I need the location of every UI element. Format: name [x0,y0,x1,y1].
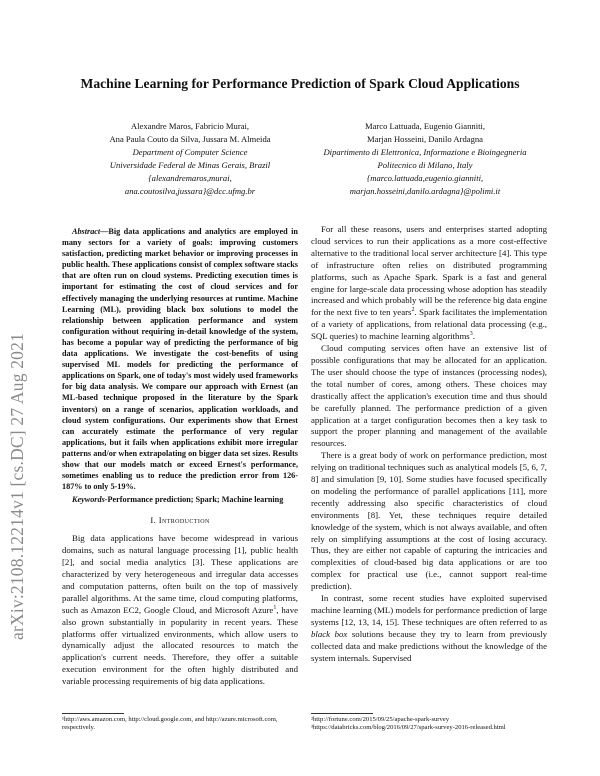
footnotes-right [311,716,547,733]
author-names-2: Marjan Hosseini, Danilo Ardagna [367,134,483,144]
author-email-2: marjan.hosseini,danilo.ardagna}@polimi.it [349,186,501,196]
keywords [62,494,298,505]
left-column [62,226,298,688]
footnote-rule [311,713,373,714]
paper-title: Machine Learning for Performance Prediction of Spark Cloud Applications [80,76,520,91]
footnote-3: ³https://databricks.com/blog/2016/09/27/spark-survey-2016-released.html [311,724,506,732]
footnotes-left [62,716,298,733]
author-department: Dipartimento di Elettronica, Informazione e Bioingegneria [323,147,527,157]
abstract [62,226,298,492]
intro-paragraph-2: For all these reasons, users and enterprises started adopting cloud services to run their applications as a more cost-effective alternative to the traditional local server architecture [4]. This type of infrastructure often relies on distributed programming platforms, such as Apache Spark. Spark is a fast and general engine for large-scale data processing whose adoption has steadily increased and which probably will be the reference big data engine for the next five to ten years$^2$. Spark facilitates the implementation of a variety of applications, from relational data processing (e.g., SQL queries) to machine learning algorithms$^3$. [311,224,548,342]
author-university: Universidade Federal de Minas Gerais, Brazil [109,160,271,170]
authors-left [70,120,310,198]
intro-paragraph-4: There is a great body of work on performance prediction, most relying on traditional techniques such as analytical models [5, 6, 7, 8] and simulation [9, 10]. Some studies have focused specifically on modeling the performance of parallel applications [11], more recently addressing also specific characteristics of cloud environments [8]. Yet, these techniques require detailed knowledge of the system, which is not always available, and often rely on simplifying assumptions at the cost of losing accuracy. Thus, they are either not capable of capturing the intricacies and complexities of cloud-based big data applications or are too complex for practical use (i.e., cannot support real-time prediction). [311,450,547,592]
author-email-2: ana.coutosilva,jussara}@dcc.ufmg.br [124,186,256,196]
keywords-label: Keywords [72,495,105,505]
footnote-1: ¹http://aws.amazon.com, http://cloud.google.com, and http://azure.microsoft.com, respectively. [62,716,278,732]
section-heading-introduction [62,515,298,527]
authors-right [300,120,550,198]
author-email-1: {marco.lattuada,eugenio.gianniti, [366,173,484,183]
footnote-marker: 2 [411,307,415,314]
intro-paragraph-5: In contrast, some recent studies have exploited supervised machine learning (ML) models for performance prediction of large systems [12, 13, 14, 15]. These techniques are often referred to as black box solutions because they try to learn from previously collected data and make predictions without the knowledge of the system internals. Supervised [311,593,547,663]
arxiv-identifier: arXiv:2108.12214v1 [cs.DC] 27 Aug 2021 [7,332,27,640]
footnote-rule [62,713,124,714]
abstract-body: —Big data applications and analytics are employed in many sectors for a variety of goals: improving customers satisfaction, predicting market behavior or improving processes in public health. These applications consist of complex software stacks that are often run on cloud systems. Predicting execution times is important for estimating the cost of cloud services and for effectively managing the underlying resources at runtime. Machine Learning (ML), providing black box solutions to model the relationship between application performance and system configuration without requiring in-detail knowledge of the system, has become a popular way of predicting the performance of big data applications. We investigate the cost-benefits of using supervised ML models for predicting the performance of applications on Spark, one of today's most widely used frameworks for big data analysis. We compare our approach with Ernest (an ML-based technique proposed in the literature by the Spark inventors) on a range of scenarios, application workloads, and cloud system configurations. Our experiments show that Ernest can accurately estimate the performance of very regular applications, but it fails when applications exhibit more irregular patterns and/or when extrapolating on bigger data set sizes. Results show that our models match or exceed Ernest's performance, sometimes enabling us to reduce the prediction error from 126-187% to only 5-19%. [62,227,298,492]
footnote-2: ²http://fortune.com/2015/09/25/apache-spark-survey [311,716,450,723]
intro-paragraph-1: Big data applications have become widespread in various domains, such as natural language processing [1], public health [2], and social media analytics [3]. These applications are characterized by very heterogeneous and irregular data accesses and computation patterns, often built on the top of massively parallel algorithms. At the same time, cloud computing platforms, such as Amazon EC2, Google Cloud, and Microsoft Azure$^1$, have also grown substantially in popularity in recent years. These platforms offer virtualized environments, which allow users to dynamically adjust the allocated resources to match the application's current needs. Therefore, they offer a suitable execution environment for the often highly distributed and variable processing requirements of big data applications. [62,533,298,687]
keywords-body: -Performance prediction; Spark; Machine learning [104,495,284,505]
footnote-marker: 1 [273,604,277,611]
author-department: Department of Computer Science [132,147,248,157]
author-university: Politecnico di Milano, Italy [377,160,473,170]
emphasis: black box [311,628,348,639]
abstract-label: Abstract [72,227,101,236]
author-names-2: Ana Paula Couto da Silva, Jussara M. Almeida [109,134,271,144]
intro-paragraph-3: Cloud computing services often have an extensive list of possible configurations that may be allocated for an application. The user should choose the type of instances (processing nodes), the total number of cores, among others. These choices may drastically affect the application's execution time and thus should be carefully planned. The performance prediction of a given application at a target configuration becomes then a key task to support the proper planning and management of the available resources. [311,343,547,449]
section-title: Introduction [158,515,210,526]
author-names-1: Alexandre Maros, Fabricio Murai, [130,121,250,131]
footnote-marker: 3 [469,331,473,338]
author-email-1: {alexandremaros,murai, [148,173,232,183]
author-names-1: Marco Lattuada, Eugenio Gianniti, [364,121,486,131]
section-number: I. [150,515,157,526]
right-column [311,224,547,665]
